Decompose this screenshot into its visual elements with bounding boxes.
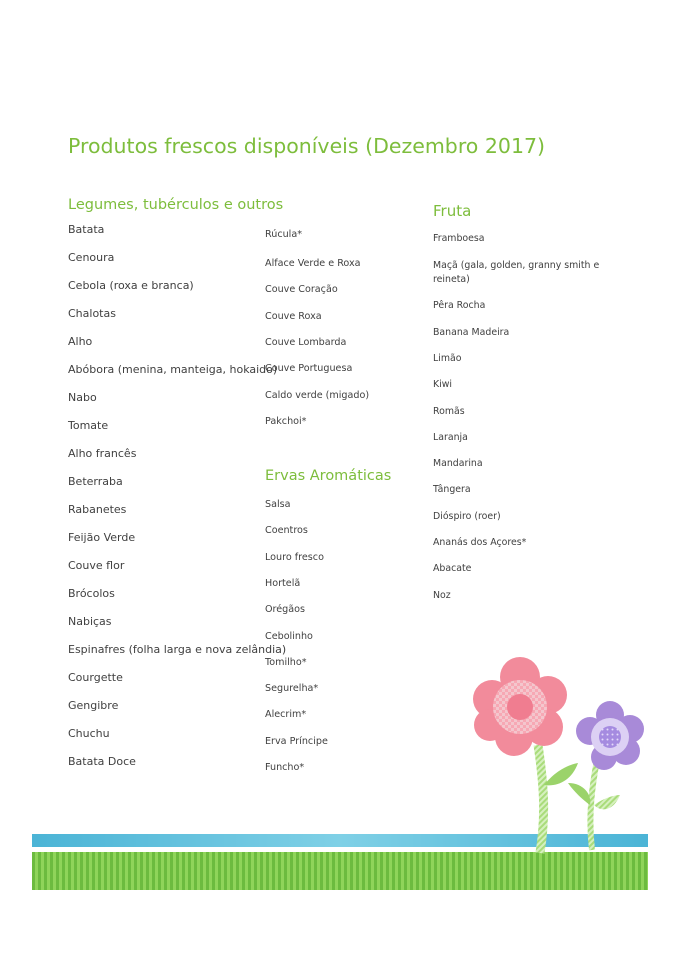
list-item: Coentros [265,525,308,537]
list-item: Couve Roxa [265,310,322,322]
list-item: Laranja [433,431,468,443]
list-item: Mandarina [433,458,483,470]
list-item: Cenoura [68,251,115,264]
ervas-heading: Ervas Aromáticas [265,468,392,484]
list-item: Alecrim* [265,709,307,721]
list-item: Rúcula* [265,229,303,240]
list-item: Abacate [433,563,472,575]
list-item: Beterraba [68,475,123,488]
list-item: Alface Verde e Roxa [265,258,361,269]
list-item: Romãs [433,405,465,417]
page-title: Produtos frescos disponíveis (Dezembro 2017) [68,134,546,158]
legumes-heading: Legumes, tubérculos e outros [68,197,284,213]
list-item: Alho francês [68,447,137,460]
fruta-heading: Fruta [433,202,472,220]
list-item: Nabo [68,391,97,404]
list-item: Hortelã [265,577,301,589]
list-item: Segurelha* [265,683,319,695]
list-item: Cebolinho [265,630,313,642]
list-item: Banana Madeira [433,326,510,338]
list-item: Feijão Verde [68,531,136,544]
list-item: Kiwi [433,379,453,391]
list-item: Nabiças [68,615,112,628]
list-item: Framboesa [433,233,485,244]
list-item: Tomate [68,419,109,432]
list-item: Orégãos [265,604,306,616]
flowers-illustration [460,655,660,860]
list-item: Espinafres (folha larga e nova zelândia) [68,643,287,656]
list-item: Batata Doce [68,755,136,768]
list-item: Caldo verde (migado) [265,389,370,401]
list-item: Chalotas [68,307,116,320]
list-item: Courgette [68,671,123,684]
list-item: Salsa [265,499,291,510]
list-item: Pêra Rocha [433,300,486,312]
list-item: Chuchu [68,727,110,740]
list-item: Couve Lombarda [265,336,347,348]
list-item: Batata [68,223,105,236]
list-item: Pakchoi* [265,415,307,427]
list-item: Rabanetes [68,503,127,516]
list-item: Louro fresco [265,551,324,563]
list-item: Tomilho* [265,656,307,668]
list-item: Brócolos [68,587,115,600]
list-item: Noz [433,589,451,601]
list-item: Tângera [433,484,471,496]
list-item: Cebola (roxa e branca) [68,279,194,292]
list-item: Limão [433,352,462,364]
list-item: Couve flor [68,559,125,572]
list-item: Maçã (gala, golden, granny smith e reineta) [433,260,600,286]
list-item: Erva Príncipe [265,735,328,747]
list-item: Funcho* [265,762,305,773]
list-item: Abóbora (menina, manteiga, hokaido) [68,363,278,376]
list-item: Ananás dos Açores* [433,537,527,548]
list-item: Couve Coração [265,284,338,296]
list-item: Gengibre [68,699,119,712]
list-item: Dióspiro (roer) [433,510,501,522]
list-item: Couve Portuguesa [265,363,353,375]
list-item: Alho [68,335,93,348]
